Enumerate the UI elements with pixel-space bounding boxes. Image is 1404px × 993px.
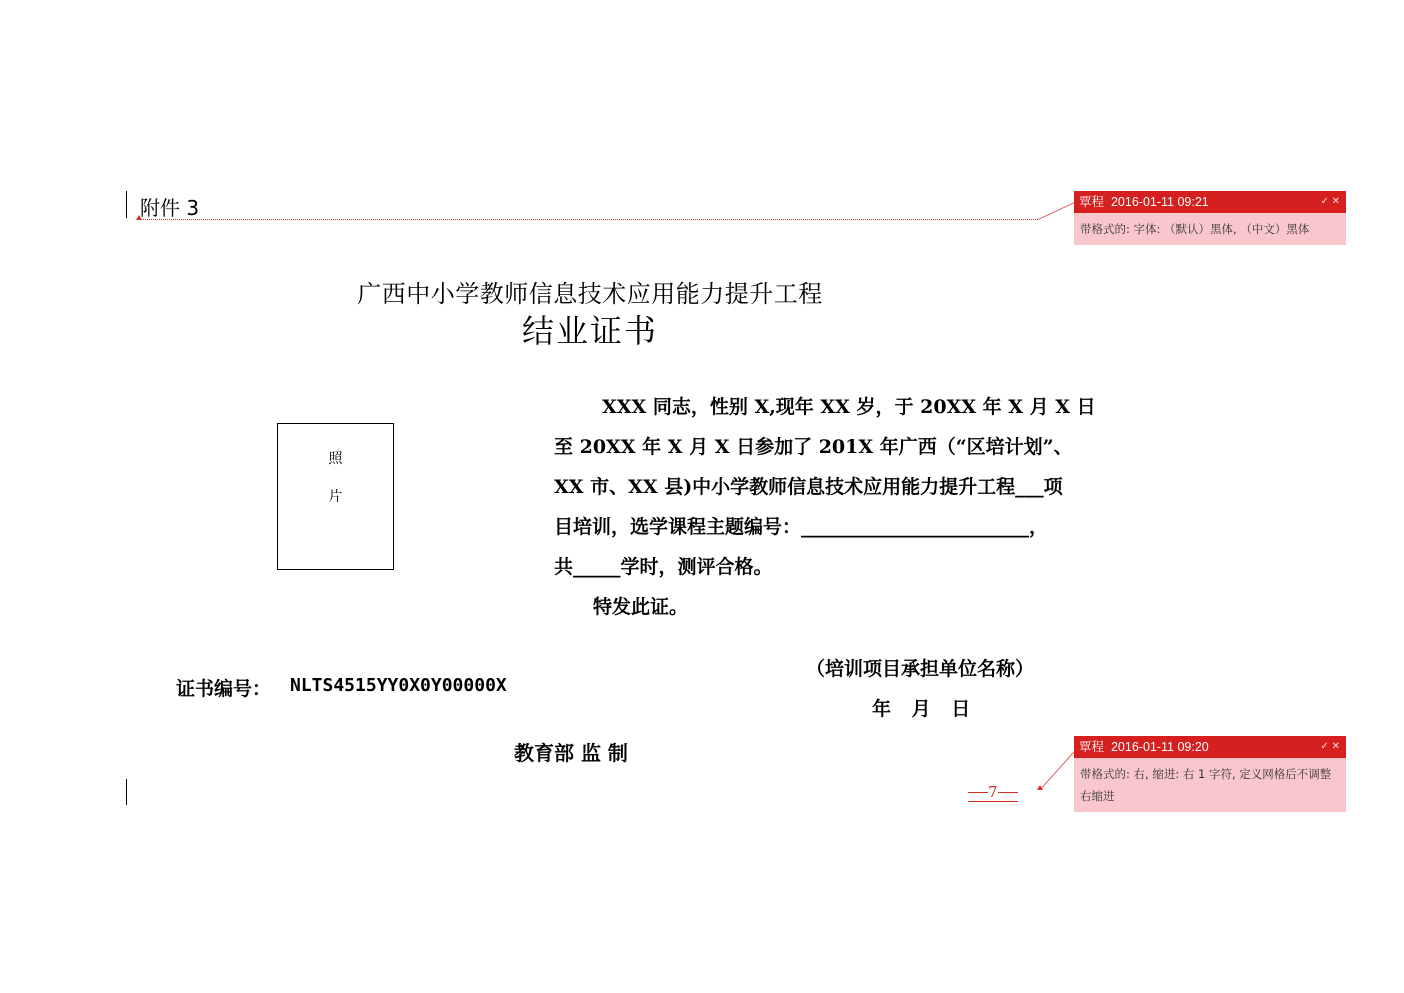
- comment-options-icon[interactable]: ✓ ✕: [1320, 196, 1340, 207]
- comment-connector-1: [1038, 202, 1075, 220]
- issuing-unit: （培训项目承担单位名称）: [806, 658, 1035, 680]
- photo-placeholder: [277, 423, 394, 570]
- body-line-5: 共_____学时，测评合格。: [554, 556, 773, 578]
- comment-balloon-1[interactable]: [1074, 191, 1346, 245]
- page-number-line: [998, 792, 1018, 793]
- comment-header: [1074, 736, 1346, 758]
- comment-connector-2: [1040, 750, 1076, 789]
- comment-author: 覃程: [1079, 195, 1105, 209]
- issue-date: 年 月 日: [872, 698, 971, 720]
- margin-marker-top: [126, 191, 127, 218]
- page-number-line: [968, 792, 988, 793]
- comment-balloon-2[interactable]: [1074, 736, 1346, 812]
- revision-dotted-line: [138, 219, 1038, 220]
- body-line-3: XX 市、XX 县)中小学教师信息技术应用能力提升工程___项: [554, 476, 1063, 498]
- comment-datetime: 2016-01-11 09:21: [1110, 195, 1209, 209]
- revision-anchor-icon: [136, 215, 142, 220]
- body-line-2: 至 20XX 年 X 月 X 日参加了 201X 年广西（“区培计划”、: [554, 436, 1073, 458]
- body-line-4: 目培训，选学课程主题编号：________________________，: [554, 516, 1049, 538]
- project-title: 广西中小学教师信息技术应用能力提升工程: [357, 280, 823, 308]
- certificate-number-value: NLTS4515YY0X0Y00000X: [290, 675, 507, 696]
- revision-anchor-icon: [1037, 785, 1043, 790]
- comment-author: 覃程: [1079, 740, 1105, 754]
- attachment-label: 附件 3: [140, 196, 200, 220]
- comment-options-icon[interactable]: ✓ ✕: [1320, 741, 1340, 752]
- supervisor-label: 教育部 监 制: [514, 741, 628, 765]
- comment-text: 带格式的: 右, 缩进: 右 1 字符, 定义网格后不调整右缩进: [1080, 767, 1332, 803]
- comment-header: [1074, 191, 1346, 213]
- margin-marker-bottom: [126, 779, 127, 805]
- certificate-title: 结业证书: [521, 312, 658, 350]
- body-line-6: 特发此证。: [593, 596, 689, 618]
- photo-char-2: 片: [328, 489, 343, 505]
- page-number: 7: [988, 783, 998, 801]
- comment-text: 带格式的: 字体: （默认）黑体, （中文）黑体: [1080, 222, 1310, 236]
- body-line-1: XXX 同志，性别 X,现年 XX 岁，于 20XX 年 X 月 X 日: [602, 396, 1096, 418]
- photo-char-1: 照: [328, 451, 343, 467]
- certificate-number-label: 证书编号：: [176, 678, 272, 700]
- comment-datetime: 2016-01-11 09:20: [1110, 740, 1209, 754]
- page-number-underline: [968, 801, 1018, 802]
